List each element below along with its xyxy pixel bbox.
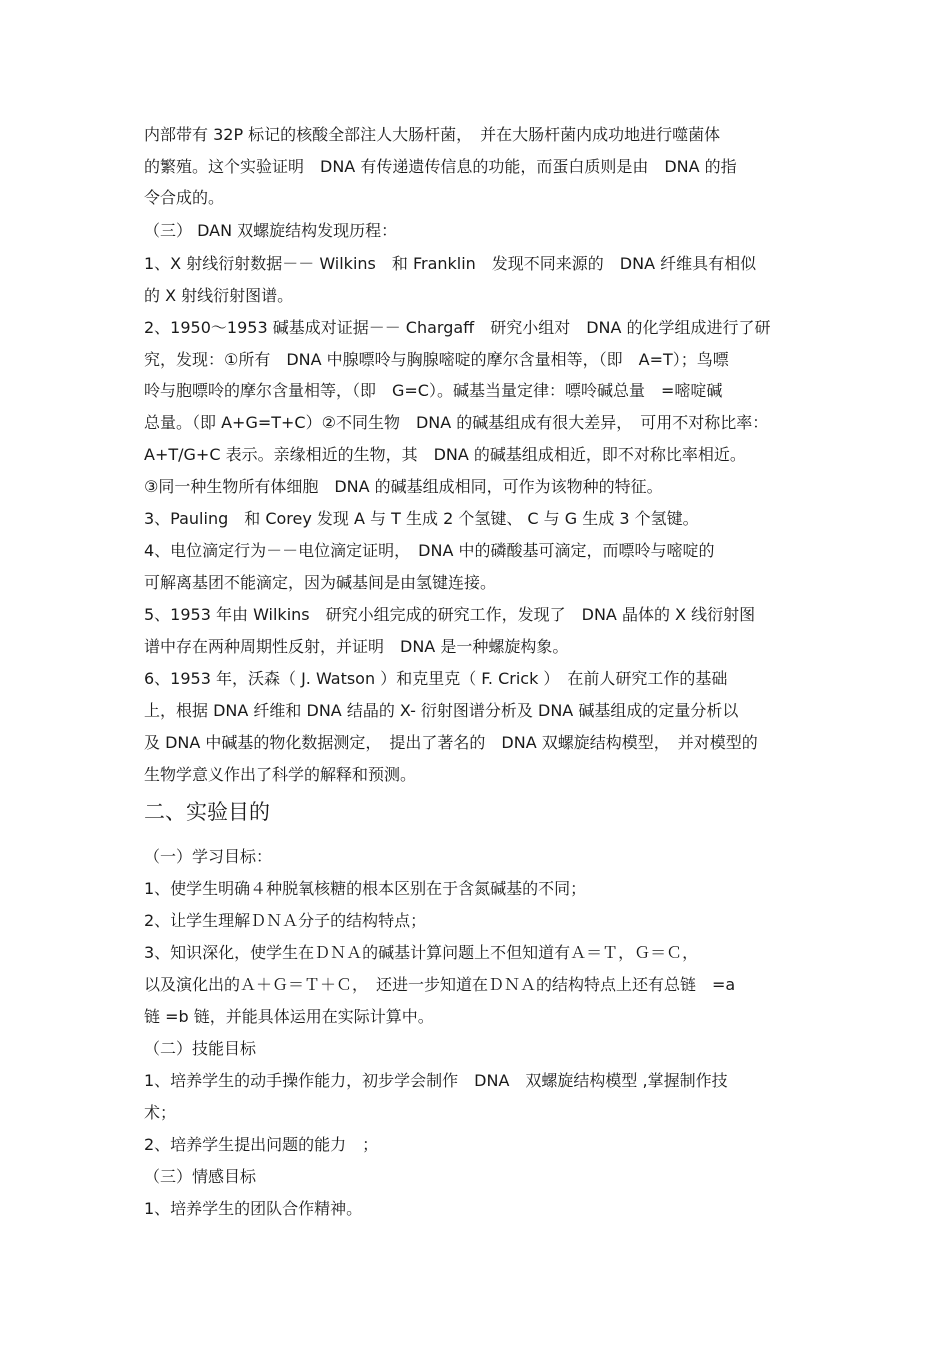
text-line: 上，根据 DNA 纤维和 DNA 结晶的 X- 衍射图谱分析及 DNA 碱基组成的定量分析以 — [144, 701, 739, 720]
text-line: 2、让学生理解ＤＮＡ分子的结构特点； — [144, 911, 427, 930]
text-line: 以及演化出的Ａ＋Ｇ＝Ｔ＋Ｃ， 还进一步知道在ＤＮＡ的结构特点上还有总链 =a — [144, 975, 736, 994]
subsection-heading: （二）技能目标 — [144, 1039, 257, 1058]
section-heading: 二、实验目的 — [144, 800, 270, 824]
text-line: 令合成的。 — [144, 188, 225, 207]
text-line: 呤与胞嘌呤的摩尔含量相等，（即 G=C）。碱基当量定律：嘌呤碱总量 =嘧啶碱 — [144, 381, 723, 400]
subsection-heading: （三）情感目标 — [144, 1167, 257, 1186]
text-line: 3、Pauling 和 Corey 发现 A 与 T 生成 2 个氢键、 C 与 G 生成 3 个氢键。 — [144, 509, 699, 528]
text-line: 内部带有 32P 标记的核酸全部注人大肠杆菌， 并在大肠杆菌内成功地进行噬菌体 — [144, 125, 721, 144]
text-line: 的繁殖。这个实验证明 DNA 有传递遗传信息的功能，而蛋白质则是由 DNA 的指 — [144, 157, 737, 176]
text-line: 究，发现：①所有 DNA 中腺嘌呤与胸腺嘧啶的摩尔含量相等，（即 A=T）；鸟嘌 — [144, 350, 729, 369]
text-line: 1、使学生明确４种脱氧核糖的根本区别在于含氮碱基的不同； — [144, 879, 587, 898]
text-line: 生物学意义作出了科学的解释和预测。 — [144, 765, 417, 784]
text-line: 1、培养学生的动手操作能力，初步学会制作 DNA 双螺旋结构模型 ,掌握制作技 — [144, 1071, 728, 1090]
text-line: 可解离基团不能滴定，因为碱基间是由氢键连接。 — [144, 573, 497, 592]
subsection-heading: （三） DAN 双螺旋结构发现历程： — [144, 221, 398, 240]
text-line: 的 X 射线衍射图谱。 — [144, 286, 294, 305]
text-line: 1、培养学生的团队合作精神。 — [144, 1199, 363, 1218]
text-line: 链 =b 链，并能具体运用在实际计算中。 — [144, 1007, 434, 1026]
text-line: 5、1953 年由 Wilkins 研究小组完成的研究工作，发现了 DNA 晶体的 X 线衍射图 — [144, 605, 756, 624]
text-line: 4、电位滴定行为－－电位滴定证明， DNA 中的磷酸基可滴定，而嘌呤与嘧啶的 — [144, 541, 715, 560]
text-line: 1、X 射线衍射数据－－ Wilkins 和 Franklin 发现不同来源的 DNA 纤维具有相似 — [144, 254, 757, 273]
text-line: A+T/G+C 表示。亲缘相近的生物，其 DNA 的碱基组成相近，即不对称比率相近。 — [144, 445, 746, 464]
text-line: 谱中存在两种周期性反射，并证明 DNA 是一种螺旋构象。 — [144, 637, 569, 656]
text-line: 及 DNA 中碱基的物化数据测定， 提出了著名的 DNA 双螺旋结构模型， 并对模型的 — [144, 733, 758, 752]
text-line: 总量。（即 A+G=T+C）②不同生物 DNA 的碱基组成有很大差异， 可用不对称比率： — [144, 413, 769, 432]
text-line: 3、知识深化，使学生在ＤＮＡ的碱基计算问题上不但知道有Ａ＝Ｔ，Ｇ＝Ｃ， — [144, 943, 699, 962]
text-line: 术； — [144, 1103, 177, 1122]
subsection-heading: （一）学习目标： — [144, 847, 273, 866]
text-line: 6、1953 年，沃森（ J. Watson ）和克里克（ F. Crick ） 在前人研究工作的基础 — [144, 669, 728, 688]
text-line: 2、培养学生提出问题的能力 ； — [144, 1135, 379, 1154]
text-line: 2、1950～1953 碱基成对证据－－ Chargaff 研究小组对 DNA 的化学组成进行了研 — [144, 318, 771, 337]
text-line: ③同一种生物所有体细胞 DNA 的碱基组成相同，可作为该物种的特征。 — [144, 477, 663, 496]
